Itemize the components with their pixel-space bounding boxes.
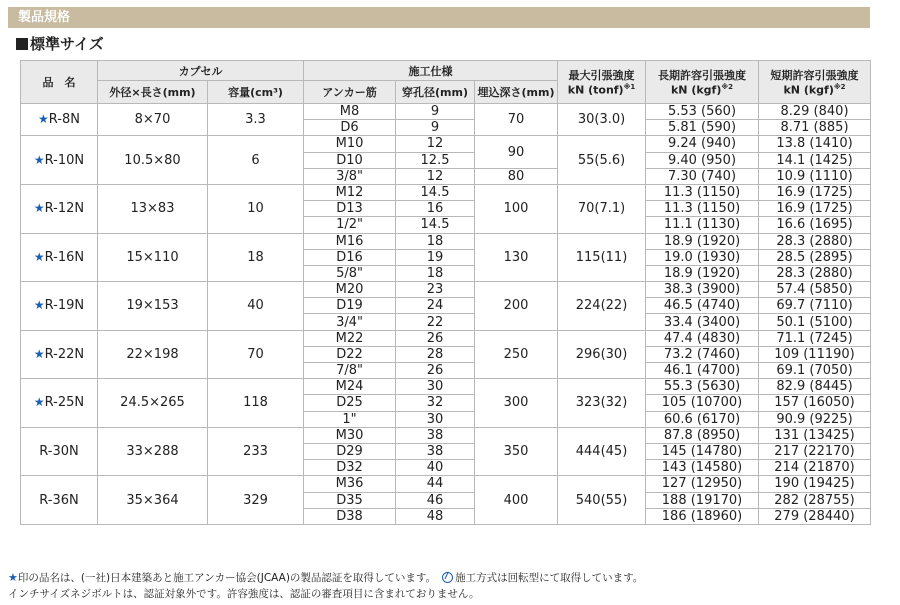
col-long-note: ※2 — [721, 83, 734, 92]
table-row — [21, 184, 871, 200]
embed-depth: 250 — [475, 330, 558, 379]
col-product: 品 名 — [21, 61, 98, 104]
col-max-line1: 最大引張強度 — [568, 69, 635, 83]
anchor-bar: D10 — [304, 152, 396, 168]
long-term-strength: 33.4 (3400) — [646, 314, 759, 330]
hole-diameter: 46 — [396, 492, 475, 508]
anchor-bar: 3/8" — [304, 168, 396, 184]
short-term-strength: 69.1 (7050) — [759, 363, 871, 379]
max-strength: 70(7.1) — [558, 184, 646, 233]
hole-diameter: 26 — [396, 363, 475, 379]
anchor-bar: M24 — [304, 379, 396, 395]
capsule-volume: 70 — [208, 330, 304, 379]
capsule-volume: 329 — [208, 476, 304, 525]
hole-diameter: 40 — [396, 460, 475, 476]
short-term-strength: 90.9 (9225) — [759, 411, 871, 427]
product-name: R-22N — [44, 346, 85, 362]
col-short-note: ※2 — [833, 83, 846, 92]
product-name: R-10N — [44, 152, 85, 168]
short-term-strength: 16.9 (1725) — [759, 201, 871, 217]
hole-diameter: 44 — [396, 476, 475, 492]
anchor-bar: M22 — [304, 330, 396, 346]
hole-diameter: 14.5 — [396, 184, 475, 200]
col-long-line1: 長期許容引張強度 — [658, 69, 747, 83]
long-term-strength: 105 (10700) — [646, 395, 759, 411]
star-icon: ★ — [33, 346, 45, 361]
hole-diameter: 12.5 — [396, 152, 475, 168]
short-term-strength: 16.9 (1725) — [759, 184, 871, 200]
footnote-1-text: 印の品名は、(一社)日本建築あと施工アンカー協会(JCAA)の製品認証を取得しています。 — [17, 572, 437, 584]
spec-table-body — [21, 104, 871, 525]
col-depth: 埋込深さ(mm) — [475, 81, 558, 104]
product-name: R-25N — [44, 395, 85, 411]
short-term-strength: 279 (28440) — [759, 508, 871, 524]
max-strength: 296(30) — [558, 330, 646, 379]
capsule-dim: 15×110 — [98, 233, 208, 282]
short-term-strength: 8.29 (840) — [759, 104, 871, 120]
long-term-strength: 11.1 (1130) — [646, 217, 759, 233]
long-term-strength: 188 (19170) — [646, 492, 759, 508]
short-term-strength: 50.1 (5100) — [759, 314, 871, 330]
embed-depth: 350 — [475, 427, 558, 476]
short-term-strength: 14.1 (1425) — [759, 152, 871, 168]
short-term-strength: 16.6 (1695) — [759, 217, 871, 233]
short-term-strength: 282 (28755) — [759, 492, 871, 508]
hole-diameter: 22 — [396, 314, 475, 330]
anchor-bar: M36 — [304, 476, 396, 492]
hole-diameter: 12 — [396, 136, 475, 152]
capsule-volume: 10 — [208, 184, 304, 233]
short-term-strength: 8.71 (885) — [759, 120, 871, 136]
capsule-dim: 13×83 — [98, 184, 208, 233]
table-row — [21, 476, 871, 492]
col-long-line2: kN (kgf) — [670, 83, 722, 97]
star-icon: ★ — [33, 201, 45, 216]
capsule-dim: 33×288 — [98, 427, 208, 476]
short-term-strength: 157 (16050) — [759, 395, 871, 411]
anchor-bar: D19 — [304, 298, 396, 314]
anchor-bar: M16 — [304, 233, 396, 249]
table-row — [21, 104, 871, 120]
spec-table — [20, 60, 871, 525]
long-term-strength: 9.40 (950) — [646, 152, 759, 168]
anchor-bar: D32 — [304, 460, 396, 476]
star-icon: ★ — [33, 298, 45, 313]
hole-diameter: 26 — [396, 330, 475, 346]
hole-diameter: 32 — [396, 395, 475, 411]
table-row — [21, 379, 871, 395]
long-term-strength: 186 (18960) — [646, 508, 759, 524]
anchor-bar: M10 — [304, 136, 396, 152]
anchor-bar: D29 — [304, 443, 396, 459]
product-name-cell — [21, 136, 98, 185]
hole-diameter: 24 — [396, 298, 475, 314]
anchor-bar: D22 — [304, 346, 396, 362]
section-title — [16, 33, 104, 54]
hole-diameter: 12 — [396, 168, 475, 184]
anchor-bar: 5/8" — [304, 265, 396, 281]
product-name-cell — [21, 233, 98, 282]
anchor-bar: D38 — [304, 508, 396, 524]
embed-depth: 70 — [475, 104, 558, 136]
long-term-strength: 87.8 (8950) — [646, 427, 759, 443]
long-term-strength: 46.5 (4740) — [646, 298, 759, 314]
long-term-strength: 5.81 (590) — [646, 120, 759, 136]
embed-depth: 80 — [475, 168, 558, 184]
short-term-strength: 10.9 (1110) — [759, 168, 871, 184]
hole-diameter: 28 — [396, 346, 475, 362]
star-icon: ★ — [38, 112, 49, 127]
product-name: R-30N — [39, 444, 79, 460]
product-name-cell — [21, 330, 98, 379]
short-term-strength: 131 (13425) — [759, 427, 871, 443]
anchor-bar: D13 — [304, 201, 396, 217]
star-icon: ★ — [33, 395, 45, 410]
capsule-volume: 18 — [208, 233, 304, 282]
max-strength: 30(3.0) — [558, 104, 646, 136]
long-term-strength: 5.53 (560) — [646, 104, 759, 120]
anchor-bar: 1/2" — [304, 217, 396, 233]
col-capsule: カプセル — [98, 61, 304, 81]
hole-diameter: 48 — [396, 508, 475, 524]
hole-diameter: 23 — [396, 282, 475, 298]
footnotes — [8, 570, 643, 602]
long-term-strength: 55.3 (5630) — [646, 379, 759, 395]
hole-diameter: 38 — [396, 443, 475, 459]
hole-diameter: 30 — [396, 379, 475, 395]
short-term-strength: 217 (22170) — [759, 443, 871, 459]
footnote-line-1 — [8, 570, 643, 586]
long-term-strength: 7.30 (740) — [646, 168, 759, 184]
max-strength: 323(32) — [558, 379, 646, 428]
col-max-line2: kN (tonf) — [567, 83, 624, 97]
hole-diameter: 9 — [396, 120, 475, 136]
long-term-strength: 38.3 (3900) — [646, 282, 759, 298]
col-short-line1: 短期許容引張強度 — [770, 69, 859, 83]
anchor-bar: D35 — [304, 492, 396, 508]
long-term-strength: 11.3 (1150) — [646, 184, 759, 200]
anchor-bar: 1" — [304, 411, 396, 427]
capsule-volume: 118 — [208, 379, 304, 428]
product-name-cell — [21, 184, 98, 233]
spec-header-title: 製品規格 — [18, 10, 71, 25]
capsule-volume: 3.3 — [208, 104, 304, 136]
long-term-strength: 145 (14780) — [646, 443, 759, 459]
col-short-strength — [759, 61, 871, 104]
long-term-strength: 19.0 (1930) — [646, 249, 759, 265]
long-term-strength: 11.3 (1150) — [646, 201, 759, 217]
capsule-dim: 19×153 — [98, 282, 208, 331]
col-hole: 穿孔径(mm) — [396, 81, 475, 104]
capsule-dim: 35×364 — [98, 476, 208, 525]
embed-depth: 100 — [475, 184, 558, 233]
hole-diameter: 9 — [396, 104, 475, 120]
table-row — [21, 233, 871, 249]
long-term-strength: 18.9 (1920) — [646, 233, 759, 249]
footnote-line-2: インチサイズネジボルトは、認証対象外です。許容強度は、認証の審査項目に含まれておりません。 — [8, 588, 480, 600]
max-strength: 55(5.6) — [558, 136, 646, 185]
col-max-strength — [558, 61, 646, 104]
hole-diameter: 16 — [396, 201, 475, 217]
capsule-dim: 10.5×80 — [98, 136, 208, 185]
max-strength: 540(55) — [558, 476, 646, 525]
anchor-bar: D6 — [304, 120, 396, 136]
product-name: R-16N — [44, 249, 85, 265]
anchor-bar: D16 — [304, 249, 396, 265]
col-spec: 施工仕様 — [304, 61, 558, 81]
embed-depth: 200 — [475, 282, 558, 331]
anchor-bar: M8 — [304, 104, 396, 120]
product-name: R-19N — [44, 298, 85, 314]
product-name-cell — [21, 476, 98, 525]
max-strength: 444(45) — [558, 427, 646, 476]
col-max-note: ※1 — [623, 83, 636, 92]
table-row — [21, 136, 871, 152]
short-term-strength: 13.8 (1410) — [759, 136, 871, 152]
capsule-volume: 40 — [208, 282, 304, 331]
short-term-strength: 57.4 (5850) — [759, 282, 871, 298]
hole-diameter: 38 — [396, 427, 475, 443]
footnote-1-text2: 施工方式は回転型にて取得しています。 — [455, 572, 644, 584]
anchor-bar: 3/4" — [304, 314, 396, 330]
short-term-strength: 71.1 (7245) — [759, 330, 871, 346]
long-term-strength: 143 (14580) — [646, 460, 759, 476]
short-term-strength: 28.3 (2880) — [759, 265, 871, 281]
short-term-strength: 69.7 (7110) — [759, 298, 871, 314]
rotation-icon — [442, 572, 453, 583]
short-term-strength: 109 (11190) — [759, 346, 871, 362]
short-term-strength: 28.3 (2880) — [759, 233, 871, 249]
hole-diameter: 14.5 — [396, 217, 475, 233]
col-long-strength — [646, 61, 759, 104]
short-term-strength: 214 (21870) — [759, 460, 871, 476]
star-icon: ★ — [33, 249, 45, 264]
capsule-dim: 8×70 — [98, 104, 208, 136]
product-name-cell — [21, 104, 98, 136]
product-name: R-36N — [39, 492, 79, 508]
table-row — [21, 282, 871, 298]
capsule-volume: 233 — [208, 427, 304, 476]
embed-depth: 90 — [475, 136, 558, 168]
table-row — [21, 330, 871, 346]
embed-depth: 300 — [475, 379, 558, 428]
product-name-cell — [21, 379, 98, 428]
product-name-cell — [21, 282, 98, 331]
long-term-strength: 60.6 (6170) — [646, 411, 759, 427]
product-name: R-12N — [44, 201, 85, 217]
short-term-strength: 82.9 (8445) — [759, 379, 871, 395]
section-title-text: 標準サイズ — [30, 35, 104, 53]
anchor-bar: M20 — [304, 282, 396, 298]
spec-header-bar — [8, 7, 870, 28]
product-name: R-8N — [48, 112, 80, 128]
anchor-bar: 7/8" — [304, 363, 396, 379]
star-icon: ★ — [33, 152, 45, 167]
hole-diameter: 19 — [396, 249, 475, 265]
hole-diameter: 18 — [396, 233, 475, 249]
anchor-bar: M12 — [304, 184, 396, 200]
table-row — [21, 427, 871, 443]
col-anchor: アンカー筋 — [304, 81, 396, 104]
long-term-strength: 47.4 (4830) — [646, 330, 759, 346]
short-term-strength: 28.5 (2895) — [759, 249, 871, 265]
col-volume: 容量(cm³) — [208, 81, 304, 104]
capsule-dim: 22×198 — [98, 330, 208, 379]
anchor-bar: D25 — [304, 395, 396, 411]
capsule-volume: 6 — [208, 136, 304, 185]
star-icon: ★ — [8, 571, 18, 584]
col-short-line2: kN (kgf) — [783, 83, 834, 97]
square-bullet-icon — [16, 38, 28, 50]
embed-depth: 130 — [475, 233, 558, 282]
product-name-cell — [21, 427, 98, 476]
hole-diameter: 18 — [396, 265, 475, 281]
long-term-strength: 73.2 (7460) — [646, 346, 759, 362]
long-term-strength: 127 (12950) — [646, 476, 759, 492]
col-dim: 外径×長さ(mm) — [98, 81, 208, 104]
long-term-strength: 46.1 (4700) — [646, 363, 759, 379]
long-term-strength: 18.9 (1920) — [646, 265, 759, 281]
capsule-dim: 24.5×265 — [98, 379, 208, 428]
hole-diameter: 30 — [396, 411, 475, 427]
max-strength: 224(22) — [558, 282, 646, 331]
long-term-strength: 9.24 (940) — [646, 136, 759, 152]
anchor-bar: M30 — [304, 427, 396, 443]
max-strength: 115(11) — [558, 233, 646, 282]
short-term-strength: 190 (19425) — [759, 476, 871, 492]
embed-depth: 400 — [475, 476, 558, 525]
